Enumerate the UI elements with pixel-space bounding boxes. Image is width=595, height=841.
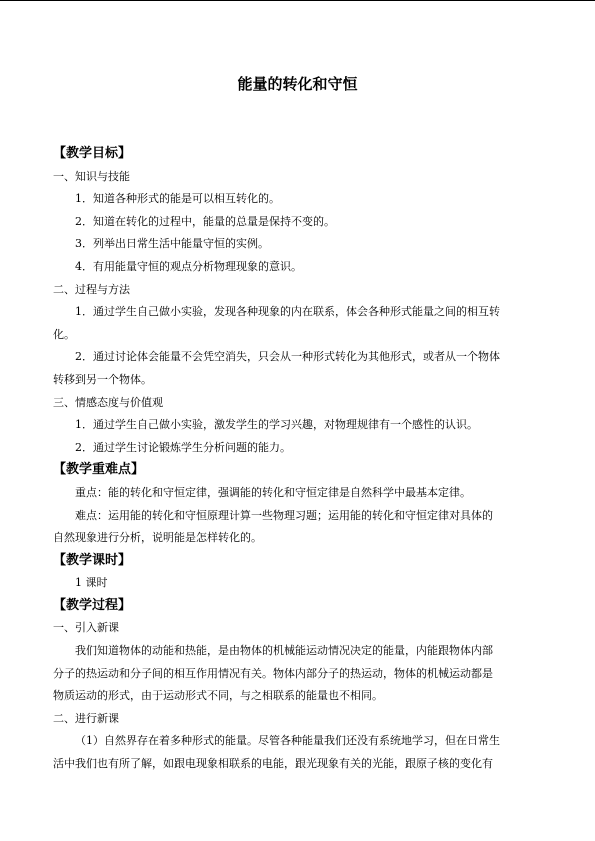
indented-line: 重点：能的转化和守恒定律，强调能的转化和守恒定律是自然科学中最基本定律。: [75, 485, 471, 499]
paragraph-line: 二、进行新课: [53, 711, 119, 725]
section-heading: 【教学重难点】: [53, 462, 145, 478]
indented-line: 难点：运用能的转化和守恒原理计算一些物理习题；运用能的转化和守恒定律对具体的: [75, 508, 493, 522]
section-heading: 【教学课时】: [53, 552, 132, 568]
indented-line: 我们知道物体的动能和热能，是由物体的机械能运动情况决定的能量，内能跟物体内部: [75, 644, 493, 658]
paragraph-line: 一、知识与技能: [53, 169, 130, 183]
indented-line: 4．有用能量守恒的观点分析物理现象的意识。: [75, 259, 302, 273]
indented-line: 1 课时: [75, 576, 108, 590]
paragraph-line: 分子的热运动和分子间的相互作用情况有关。物体内部分子的热运动，物体的机械运动都是: [53, 666, 493, 680]
indented-line: 3．列举出日常生活中能量守恒的实例。: [75, 237, 269, 251]
paragraph-line: 一、引入新课: [53, 621, 119, 635]
section-heading: 【教学目标】: [53, 146, 132, 161]
paragraph-line: 二、过程与方法: [53, 282, 130, 296]
page-title: 能量的转化和守恒: [237, 75, 358, 93]
indented-line: 2．通过学生讨论锻炼学生分析问题的能力。: [75, 440, 291, 454]
indented-line: 1．知道各种形式的能是可以相互转化的。: [75, 192, 280, 206]
indented-line: 2．知道在转化的过程中，能量的总量是保持不变的。: [75, 214, 335, 228]
indented-line: 2．通过讨论体会能量不会凭空消失，只会从一种形式转化为其他形式，或者从一个物体: [75, 350, 500, 364]
top-border-line: [0, 0, 595, 1]
document-body: [53, 143, 541, 776]
paragraph-line: 自然现象进行分析，说明能是怎样转化的。: [53, 531, 262, 545]
paragraph-line: 活中我们也有所了解，如跟电现象相联系的电能，跟光现象有关的光能，跟原子核的变化有: [53, 757, 493, 771]
section-heading: 【教学过程】: [53, 597, 132, 613]
indented-line: 1．通过学生自己做小实验，激发学生的学习兴趣，对物理规律有一个感性的认识。: [75, 418, 478, 432]
paragraph-line: 化。: [53, 327, 75, 341]
paragraph-line: 三、情感态度与价值观: [53, 395, 163, 409]
indented-line: （1）自然界存在着多种形式的能量。尽管各种能量我们还没有系统地学习，但在日常生: [75, 734, 500, 748]
paragraph-line: 物质运动的形式，由于运动形式不同，与之相联系的能量也不相同。: [53, 689, 383, 703]
indented-line: 1．通过学生自己做小实验，发现各种现象的内在联系，体会各种形式能量之间的相互转: [75, 305, 500, 319]
paragraph-line: 转移到另一个物体。: [53, 372, 152, 386]
